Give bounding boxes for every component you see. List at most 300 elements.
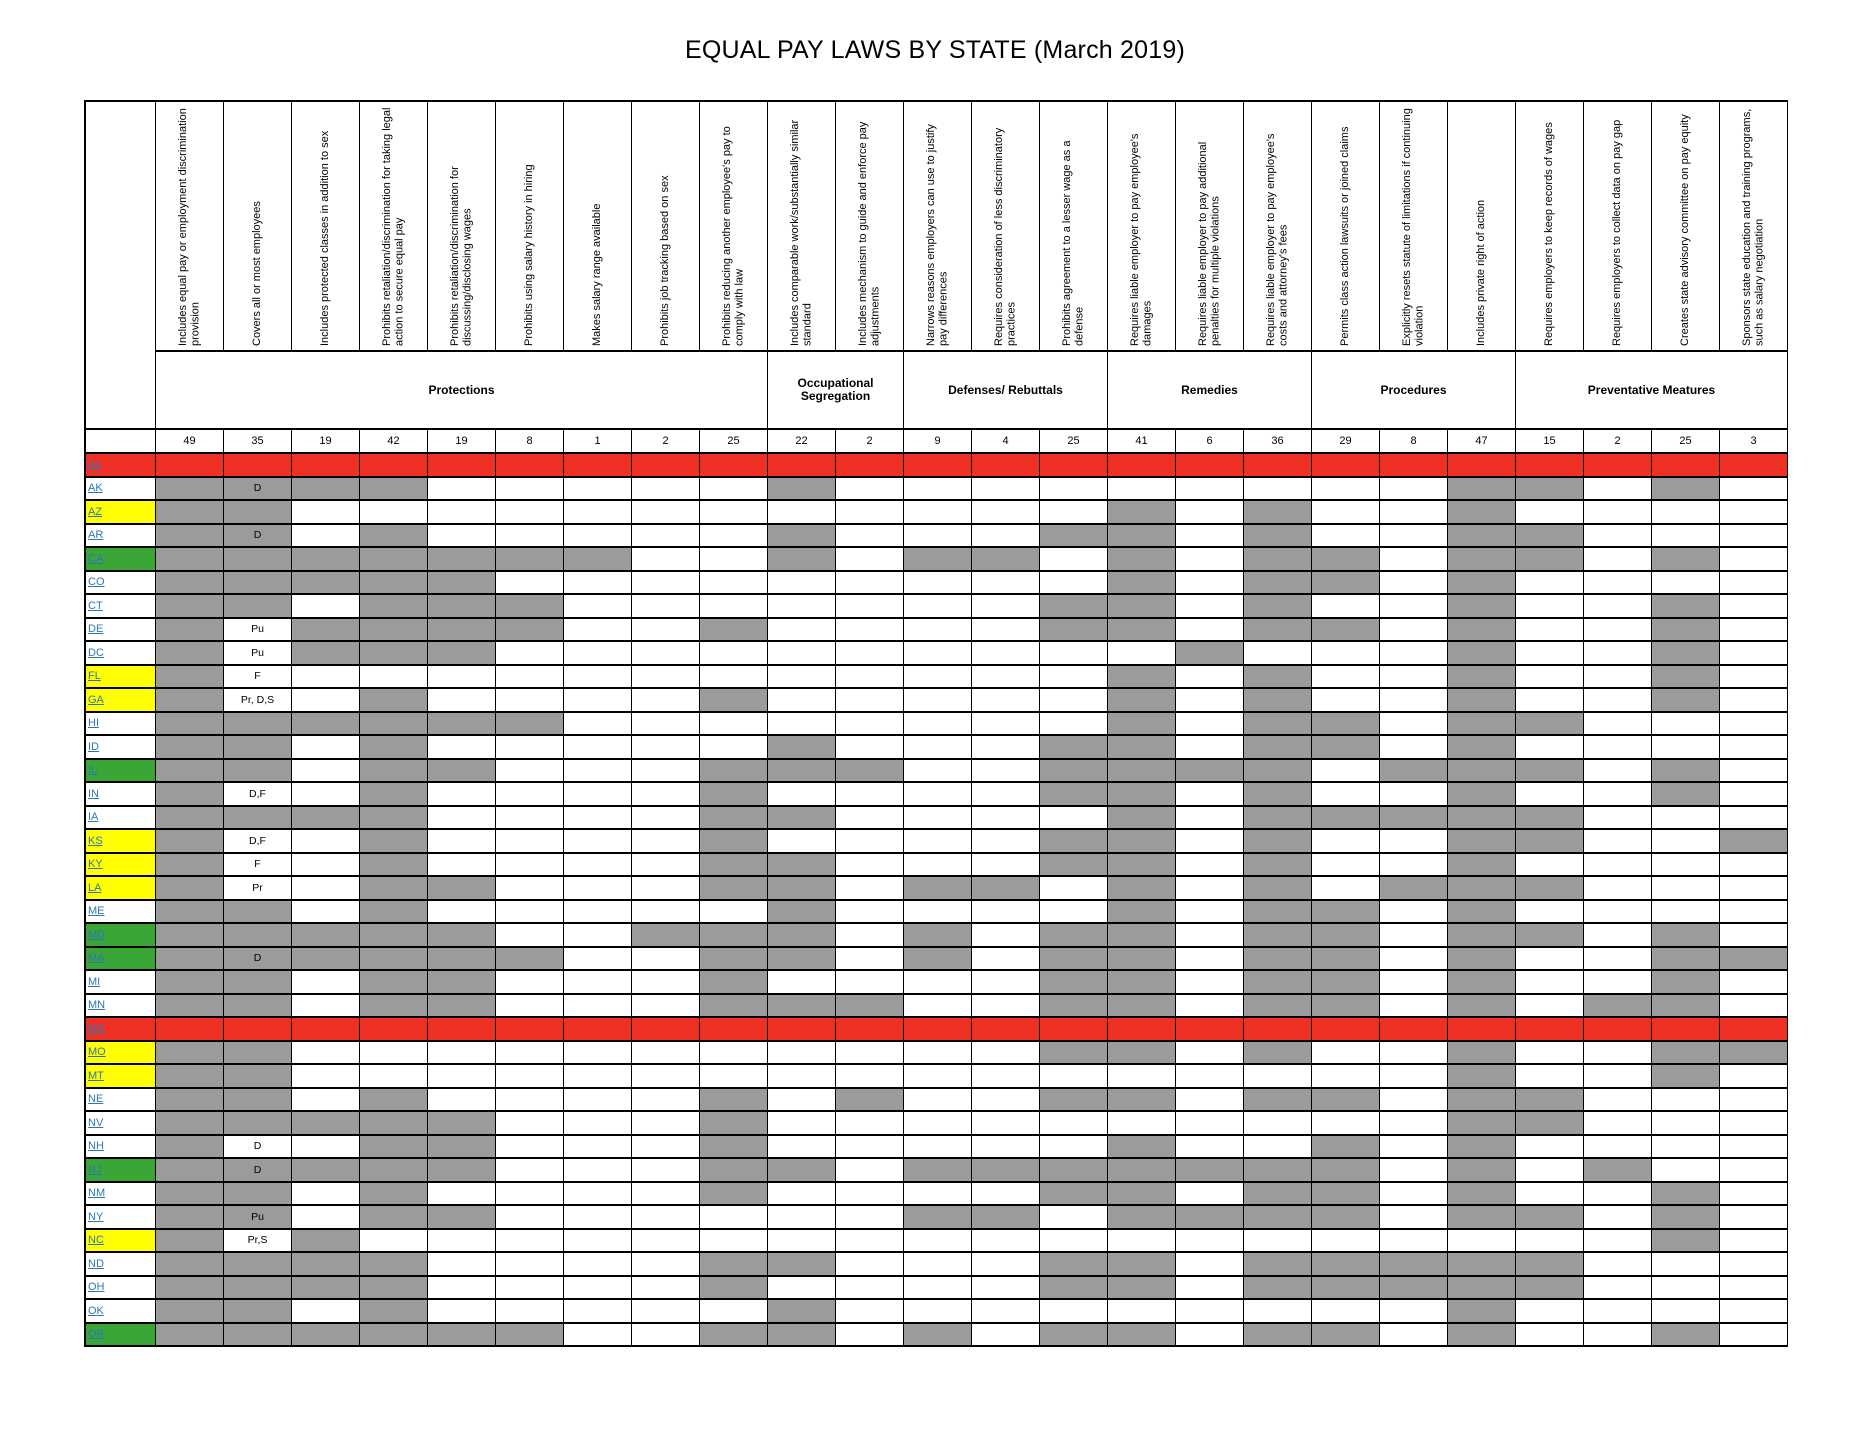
state-link-ND[interactable]: ND bbox=[88, 1257, 104, 1270]
cell-MD-col6 bbox=[496, 924, 564, 948]
cell-IL-col22 bbox=[1584, 760, 1652, 784]
cell-HI-col8 bbox=[632, 713, 700, 737]
col-header-label: Includes private right of action bbox=[1475, 199, 1488, 346]
cell-IN-col1 bbox=[156, 783, 224, 807]
cell-OH-col5 bbox=[428, 1277, 496, 1301]
cell-FL-col2: F bbox=[224, 666, 292, 690]
count-cell-22: 2 bbox=[1584, 430, 1652, 454]
cell-DE-col16 bbox=[1176, 619, 1244, 643]
cell-AL-col7 bbox=[564, 454, 632, 478]
cell-MO-col11 bbox=[836, 1042, 904, 1066]
cell-ME-col7 bbox=[564, 901, 632, 925]
state-link-AZ[interactable]: AZ bbox=[88, 505, 103, 518]
cell-ID-col4 bbox=[360, 736, 428, 760]
cell-OK-col6 bbox=[496, 1300, 564, 1324]
cell-NM-col5 bbox=[428, 1183, 496, 1207]
cell-DC-col18 bbox=[1312, 642, 1380, 666]
cell-NJ-col9 bbox=[700, 1159, 768, 1183]
cell-MD-col19 bbox=[1380, 924, 1448, 948]
cell-NJ-col21 bbox=[1516, 1159, 1584, 1183]
state-link-LA[interactable]: LA bbox=[88, 881, 102, 894]
cell-IN-col9 bbox=[700, 783, 768, 807]
col-header-2 bbox=[224, 102, 292, 352]
cell-MO-col19 bbox=[1380, 1042, 1448, 1066]
cell-NM-col20 bbox=[1448, 1183, 1516, 1207]
cell-ND-col20 bbox=[1448, 1253, 1516, 1277]
cell-FL-col8 bbox=[632, 666, 700, 690]
state-link-DC[interactable]: DC bbox=[88, 646, 104, 659]
state-link-NH[interactable]: NH bbox=[88, 1140, 104, 1153]
cell-ME-col23 bbox=[1652, 901, 1720, 925]
cell-IN-col11 bbox=[836, 783, 904, 807]
cell-NV-col8 bbox=[632, 1112, 700, 1136]
cell-OR-col4 bbox=[360, 1324, 428, 1348]
cell-OH-col4 bbox=[360, 1277, 428, 1301]
col-header-20 bbox=[1448, 102, 1516, 352]
state-link-MT[interactable]: MT bbox=[88, 1069, 104, 1082]
cell-AK-col6 bbox=[496, 478, 564, 502]
cell-LA-col7 bbox=[564, 877, 632, 901]
cell-DE-col12 bbox=[904, 619, 972, 643]
col-header-label: Explicitly resets statute of limitations if continuing violation bbox=[1401, 108, 1426, 346]
cell-MI-col21 bbox=[1516, 971, 1584, 995]
cell-IL-col9 bbox=[700, 760, 768, 784]
state-cell-OH bbox=[86, 1277, 156, 1301]
cell-CO-col16 bbox=[1176, 572, 1244, 596]
cell-NH-col24 bbox=[1720, 1136, 1788, 1160]
cell-MN-col1 bbox=[156, 995, 224, 1019]
cell-ID-col3 bbox=[292, 736, 360, 760]
cell-IA-col1 bbox=[156, 807, 224, 831]
cell-ME-col11 bbox=[836, 901, 904, 925]
cell-MT-col3 bbox=[292, 1065, 360, 1089]
cell-MT-col5 bbox=[428, 1065, 496, 1089]
cell-CO-col9 bbox=[700, 572, 768, 596]
cell-ID-col20 bbox=[1448, 736, 1516, 760]
cell-AK-col7 bbox=[564, 478, 632, 502]
cell-IL-col1 bbox=[156, 760, 224, 784]
state-link-GA[interactable]: GA bbox=[88, 693, 104, 706]
cell-NH-col23 bbox=[1652, 1136, 1720, 1160]
cell-AZ-col11 bbox=[836, 501, 904, 525]
cell-NC-col5 bbox=[428, 1230, 496, 1254]
cell-ND-col21 bbox=[1516, 1253, 1584, 1277]
cell-ID-col21 bbox=[1516, 736, 1584, 760]
cell-AL-col23 bbox=[1652, 454, 1720, 478]
cell-IA-col10 bbox=[768, 807, 836, 831]
cell-NY-col23 bbox=[1652, 1206, 1720, 1230]
cell-AR-col10 bbox=[768, 525, 836, 549]
cell-ND-col18 bbox=[1312, 1253, 1380, 1277]
state-link-DE[interactable]: DE bbox=[88, 623, 104, 636]
state-link-IA[interactable]: IA bbox=[88, 811, 99, 824]
cell-MN-col12 bbox=[904, 995, 972, 1019]
cell-MO-col24 bbox=[1720, 1042, 1788, 1066]
cell-NY-col1 bbox=[156, 1206, 224, 1230]
cell-ME-col24 bbox=[1720, 901, 1788, 925]
count-cell-9: 25 bbox=[700, 430, 768, 454]
cell-DE-col21 bbox=[1516, 619, 1584, 643]
cell-KY-col12 bbox=[904, 854, 972, 878]
cell-NV-col15 bbox=[1108, 1112, 1176, 1136]
cell-ND-col16 bbox=[1176, 1253, 1244, 1277]
cell-NH-col18 bbox=[1312, 1136, 1380, 1160]
cell-MT-col19 bbox=[1380, 1065, 1448, 1089]
cell-NC-col14 bbox=[1040, 1230, 1108, 1254]
state-link-KS[interactable]: KS bbox=[88, 834, 103, 847]
cell-MT-col9 bbox=[700, 1065, 768, 1089]
cell-MS-col5 bbox=[428, 1018, 496, 1042]
cell-IA-col16 bbox=[1176, 807, 1244, 831]
cell-NJ-col17 bbox=[1244, 1159, 1312, 1183]
cell-KS-col13 bbox=[972, 830, 1040, 854]
cell-MD-col8 bbox=[632, 924, 700, 948]
state-link-MS[interactable]: MS bbox=[88, 1022, 105, 1035]
cell-CT-col12 bbox=[904, 595, 972, 619]
cell-AZ-col5 bbox=[428, 501, 496, 525]
cell-CO-col14 bbox=[1040, 572, 1108, 596]
cell-CA-col20 bbox=[1448, 548, 1516, 572]
cell-LA-col13 bbox=[972, 877, 1040, 901]
cell-AZ-col18 bbox=[1312, 501, 1380, 525]
col-header-label: Creates state advisory committee on pay equity bbox=[1679, 114, 1692, 346]
group-header-defenses-rebuttals: Defenses/ Rebuttals bbox=[904, 352, 1108, 430]
cell-ME-col12 bbox=[904, 901, 972, 925]
cell-ND-col6 bbox=[496, 1253, 564, 1277]
cell-NV-col10 bbox=[768, 1112, 836, 1136]
cell-DE-col22 bbox=[1584, 619, 1652, 643]
cell-NM-col8 bbox=[632, 1183, 700, 1207]
state-link-NM[interactable]: NM bbox=[88, 1187, 106, 1200]
cell-DC-col10 bbox=[768, 642, 836, 666]
cell-NE-col12 bbox=[904, 1089, 972, 1113]
cell-IN-col17 bbox=[1244, 783, 1312, 807]
cell-NJ-col7 bbox=[564, 1159, 632, 1183]
cell-IN-col22 bbox=[1584, 783, 1652, 807]
state-link-MN[interactable]: MN bbox=[88, 999, 106, 1012]
cell-OH-col7 bbox=[564, 1277, 632, 1301]
state-link-AK[interactable]: AK bbox=[88, 482, 103, 495]
cell-KY-col18 bbox=[1312, 854, 1380, 878]
cell-IA-col14 bbox=[1040, 807, 1108, 831]
cell-MS-col9 bbox=[700, 1018, 768, 1042]
cell-ME-col8 bbox=[632, 901, 700, 925]
cell-MS-col18 bbox=[1312, 1018, 1380, 1042]
cell-MI-col9 bbox=[700, 971, 768, 995]
cell-CT-col14 bbox=[1040, 595, 1108, 619]
cell-MO-col5 bbox=[428, 1042, 496, 1066]
cell-IL-col14 bbox=[1040, 760, 1108, 784]
cell-NY-col19 bbox=[1380, 1206, 1448, 1230]
cell-KS-col6 bbox=[496, 830, 564, 854]
state-link-OH[interactable]: OH bbox=[88, 1281, 105, 1294]
cell-NH-col20 bbox=[1448, 1136, 1516, 1160]
cell-AK-col2: D bbox=[224, 478, 292, 502]
cell-AR-col12 bbox=[904, 525, 972, 549]
cell-AL-col21 bbox=[1516, 454, 1584, 478]
cell-NC-col8 bbox=[632, 1230, 700, 1254]
cell-CA-col22 bbox=[1584, 548, 1652, 572]
cell-DC-col21 bbox=[1516, 642, 1584, 666]
state-link-NY[interactable]: NY bbox=[88, 1210, 104, 1223]
cell-AL-col12 bbox=[904, 454, 972, 478]
cell-HI-col5 bbox=[428, 713, 496, 737]
cell-AR-col20 bbox=[1448, 525, 1516, 549]
cell-MT-col14 bbox=[1040, 1065, 1108, 1089]
cell-KY-col13 bbox=[972, 854, 1040, 878]
cell-GA-col6 bbox=[496, 689, 564, 713]
cell-CO-col20 bbox=[1448, 572, 1516, 596]
state-link-NE[interactable]: NE bbox=[88, 1093, 104, 1106]
state-link-ME[interactable]: ME bbox=[88, 905, 105, 918]
cell-ID-col8 bbox=[632, 736, 700, 760]
cell-CA-col19 bbox=[1380, 548, 1448, 572]
cell-FL-col16 bbox=[1176, 666, 1244, 690]
state-link-ID[interactable]: ID bbox=[88, 740, 99, 753]
cell-DE-col19 bbox=[1380, 619, 1448, 643]
cell-HI-col19 bbox=[1380, 713, 1448, 737]
cell-DC-col6 bbox=[496, 642, 564, 666]
state-link-OK[interactable]: OK bbox=[88, 1304, 104, 1317]
cell-NH-col16 bbox=[1176, 1136, 1244, 1160]
cell-MA-col5 bbox=[428, 948, 496, 972]
cell-NE-col14 bbox=[1040, 1089, 1108, 1113]
cell-CT-col17 bbox=[1244, 595, 1312, 619]
cell-IA-col17 bbox=[1244, 807, 1312, 831]
cell-NH-col12 bbox=[904, 1136, 972, 1160]
state-link-HI[interactable]: HI bbox=[88, 717, 99, 730]
state-link-AR[interactable]: AR bbox=[88, 529, 104, 542]
cell-IA-col23 bbox=[1652, 807, 1720, 831]
state-cell-DE bbox=[86, 619, 156, 643]
cell-IA-col11 bbox=[836, 807, 904, 831]
cell-NE-col3 bbox=[292, 1089, 360, 1113]
cell-NH-col10 bbox=[768, 1136, 836, 1160]
cell-OH-col14 bbox=[1040, 1277, 1108, 1301]
state-cell-AL bbox=[86, 454, 156, 478]
cell-KY-col1 bbox=[156, 854, 224, 878]
cell-DE-col18 bbox=[1312, 619, 1380, 643]
cell-OK-col2 bbox=[224, 1300, 292, 1324]
cell-DC-col11 bbox=[836, 642, 904, 666]
cell-LA-col17 bbox=[1244, 877, 1312, 901]
cell-NV-col16 bbox=[1176, 1112, 1244, 1136]
state-link-MA[interactable]: MA bbox=[88, 952, 105, 965]
cell-NC-col2: Pr,S bbox=[224, 1230, 292, 1254]
cell-DE-col6 bbox=[496, 619, 564, 643]
col-header-5 bbox=[428, 102, 496, 352]
cell-OR-col10 bbox=[768, 1324, 836, 1348]
col-header-label: Prohibits job tracking based on sex bbox=[659, 175, 672, 346]
col-header-15 bbox=[1108, 102, 1176, 352]
cell-LA-col24 bbox=[1720, 877, 1788, 901]
state-cell-MA bbox=[86, 948, 156, 972]
cell-AL-col15 bbox=[1108, 454, 1176, 478]
count-cell-11: 2 bbox=[836, 430, 904, 454]
state-link-CA[interactable]: CA bbox=[88, 552, 104, 565]
cell-AK-col5 bbox=[428, 478, 496, 502]
state-link-AL[interactable]: AL bbox=[88, 458, 102, 471]
cell-AK-col12 bbox=[904, 478, 972, 502]
cell-MN-col4 bbox=[360, 995, 428, 1019]
cell-NM-col19 bbox=[1380, 1183, 1448, 1207]
cell-MA-col11 bbox=[836, 948, 904, 972]
cell-MN-col24 bbox=[1720, 995, 1788, 1019]
cell-KY-col2: F bbox=[224, 854, 292, 878]
col-header-18 bbox=[1312, 102, 1380, 352]
cell-MD-col16 bbox=[1176, 924, 1244, 948]
cell-AK-col19 bbox=[1380, 478, 1448, 502]
cell-NY-col18 bbox=[1312, 1206, 1380, 1230]
count-cell-4: 42 bbox=[360, 430, 428, 454]
cell-MS-col10 bbox=[768, 1018, 836, 1042]
cell-DC-col19 bbox=[1380, 642, 1448, 666]
cell-NE-col21 bbox=[1516, 1089, 1584, 1113]
cell-MI-col8 bbox=[632, 971, 700, 995]
cell-CT-col6 bbox=[496, 595, 564, 619]
cell-NJ-col24 bbox=[1720, 1159, 1788, 1183]
group-header-remedies: Remedies bbox=[1108, 352, 1312, 430]
state-link-MO[interactable]: MO bbox=[88, 1046, 106, 1059]
cell-MI-col2 bbox=[224, 971, 292, 995]
state-link-MD[interactable]: MD bbox=[88, 928, 106, 941]
cell-AK-col18 bbox=[1312, 478, 1380, 502]
cell-DE-col24 bbox=[1720, 619, 1788, 643]
cell-OK-col3 bbox=[292, 1300, 360, 1324]
cell-KY-col5 bbox=[428, 854, 496, 878]
cell-MT-col16 bbox=[1176, 1065, 1244, 1089]
cell-MD-col3 bbox=[292, 924, 360, 948]
cell-NJ-col5 bbox=[428, 1159, 496, 1183]
cell-MN-col17 bbox=[1244, 995, 1312, 1019]
cell-AR-col18 bbox=[1312, 525, 1380, 549]
cell-CA-col2 bbox=[224, 548, 292, 572]
cell-MT-col23 bbox=[1652, 1065, 1720, 1089]
cell-NY-col6 bbox=[496, 1206, 564, 1230]
cell-CT-col20 bbox=[1448, 595, 1516, 619]
cell-KY-col19 bbox=[1380, 854, 1448, 878]
state-link-NC[interactable]: NC bbox=[88, 1234, 104, 1247]
state-link-NV[interactable]: NV bbox=[88, 1116, 104, 1129]
cell-HI-col3 bbox=[292, 713, 360, 737]
cell-IA-col9 bbox=[700, 807, 768, 831]
cell-MT-col17 bbox=[1244, 1065, 1312, 1089]
cell-OK-col24 bbox=[1720, 1300, 1788, 1324]
cell-HI-col17 bbox=[1244, 713, 1312, 737]
cell-AL-col20 bbox=[1448, 454, 1516, 478]
state-link-KY[interactable]: KY bbox=[88, 858, 103, 871]
cell-MS-col2 bbox=[224, 1018, 292, 1042]
cell-MD-col17 bbox=[1244, 924, 1312, 948]
cell-AL-col11 bbox=[836, 454, 904, 478]
cell-FL-col10 bbox=[768, 666, 836, 690]
cell-MD-col21 bbox=[1516, 924, 1584, 948]
cell-IA-col13 bbox=[972, 807, 1040, 831]
cell-MD-col5 bbox=[428, 924, 496, 948]
cell-MI-col17 bbox=[1244, 971, 1312, 995]
state-cell-IN bbox=[86, 783, 156, 807]
cell-IN-col15 bbox=[1108, 783, 1176, 807]
cell-MA-col8 bbox=[632, 948, 700, 972]
col-header-7 bbox=[564, 102, 632, 352]
state-link-CO[interactable]: CO bbox=[88, 576, 105, 589]
state-cell-ND bbox=[86, 1253, 156, 1277]
cell-CT-col13 bbox=[972, 595, 1040, 619]
cell-NV-col11 bbox=[836, 1112, 904, 1136]
cell-DE-col3 bbox=[292, 619, 360, 643]
cell-MT-col2 bbox=[224, 1065, 292, 1089]
cell-AK-col1 bbox=[156, 478, 224, 502]
cell-AL-col14 bbox=[1040, 454, 1108, 478]
cell-CT-col10 bbox=[768, 595, 836, 619]
cell-KS-col12 bbox=[904, 830, 972, 854]
cell-DE-col17 bbox=[1244, 619, 1312, 643]
cell-GA-col17 bbox=[1244, 689, 1312, 713]
cell-OR-col9 bbox=[700, 1324, 768, 1348]
cell-NE-col5 bbox=[428, 1089, 496, 1113]
cell-MI-col6 bbox=[496, 971, 564, 995]
cell-HI-col20 bbox=[1448, 713, 1516, 737]
cell-AL-col16 bbox=[1176, 454, 1244, 478]
cell-CT-col2 bbox=[224, 595, 292, 619]
cell-NJ-col6 bbox=[496, 1159, 564, 1183]
cell-KY-col23 bbox=[1652, 854, 1720, 878]
cell-MI-col5 bbox=[428, 971, 496, 995]
cell-OK-col5 bbox=[428, 1300, 496, 1324]
cell-MD-col23 bbox=[1652, 924, 1720, 948]
col-header-label: Includes equal pay or employment discrimination provision bbox=[177, 108, 202, 346]
cell-AR-col5 bbox=[428, 525, 496, 549]
cell-ME-col17 bbox=[1244, 901, 1312, 925]
cell-MT-col24 bbox=[1720, 1065, 1788, 1089]
cell-NH-col5 bbox=[428, 1136, 496, 1160]
cell-NE-col18 bbox=[1312, 1089, 1380, 1113]
cell-IN-col12 bbox=[904, 783, 972, 807]
cell-HI-col11 bbox=[836, 713, 904, 737]
state-cell-NV bbox=[86, 1112, 156, 1136]
cell-HI-col10 bbox=[768, 713, 836, 737]
cell-OR-col2 bbox=[224, 1324, 292, 1348]
cell-MS-col14 bbox=[1040, 1018, 1108, 1042]
cell-CA-col1 bbox=[156, 548, 224, 572]
cell-LA-col18 bbox=[1312, 877, 1380, 901]
cell-NE-col8 bbox=[632, 1089, 700, 1113]
cell-MN-col9 bbox=[700, 995, 768, 1019]
cell-GA-col3 bbox=[292, 689, 360, 713]
cell-AZ-col20 bbox=[1448, 501, 1516, 525]
count-cell-13: 4 bbox=[972, 430, 1040, 454]
state-link-FL[interactable]: FL bbox=[88, 670, 101, 683]
cell-GA-col13 bbox=[972, 689, 1040, 713]
cell-NM-col10 bbox=[768, 1183, 836, 1207]
col-header-label: Includes comparable work/substantially similar standard bbox=[789, 119, 814, 346]
cell-MO-col17 bbox=[1244, 1042, 1312, 1066]
col-header-label: Requires liable employer to pay employee's damages bbox=[1129, 133, 1154, 346]
cell-DC-col4 bbox=[360, 642, 428, 666]
state-link-IL[interactable]: IL bbox=[88, 764, 98, 777]
cell-ND-col11 bbox=[836, 1253, 904, 1277]
state-link-IN[interactable]: IN bbox=[88, 787, 99, 800]
state-link-CT[interactable]: CT bbox=[88, 599, 103, 612]
state-link-MI[interactable]: MI bbox=[88, 975, 101, 988]
cell-ND-col9 bbox=[700, 1253, 768, 1277]
state-link-NJ[interactable]: NJ bbox=[88, 1163, 102, 1176]
cell-CO-col23 bbox=[1652, 572, 1720, 596]
state-link-OR[interactable]: OR bbox=[88, 1328, 105, 1341]
state-cell-NY bbox=[86, 1206, 156, 1230]
cell-IL-col23 bbox=[1652, 760, 1720, 784]
cell-HI-col15 bbox=[1108, 713, 1176, 737]
